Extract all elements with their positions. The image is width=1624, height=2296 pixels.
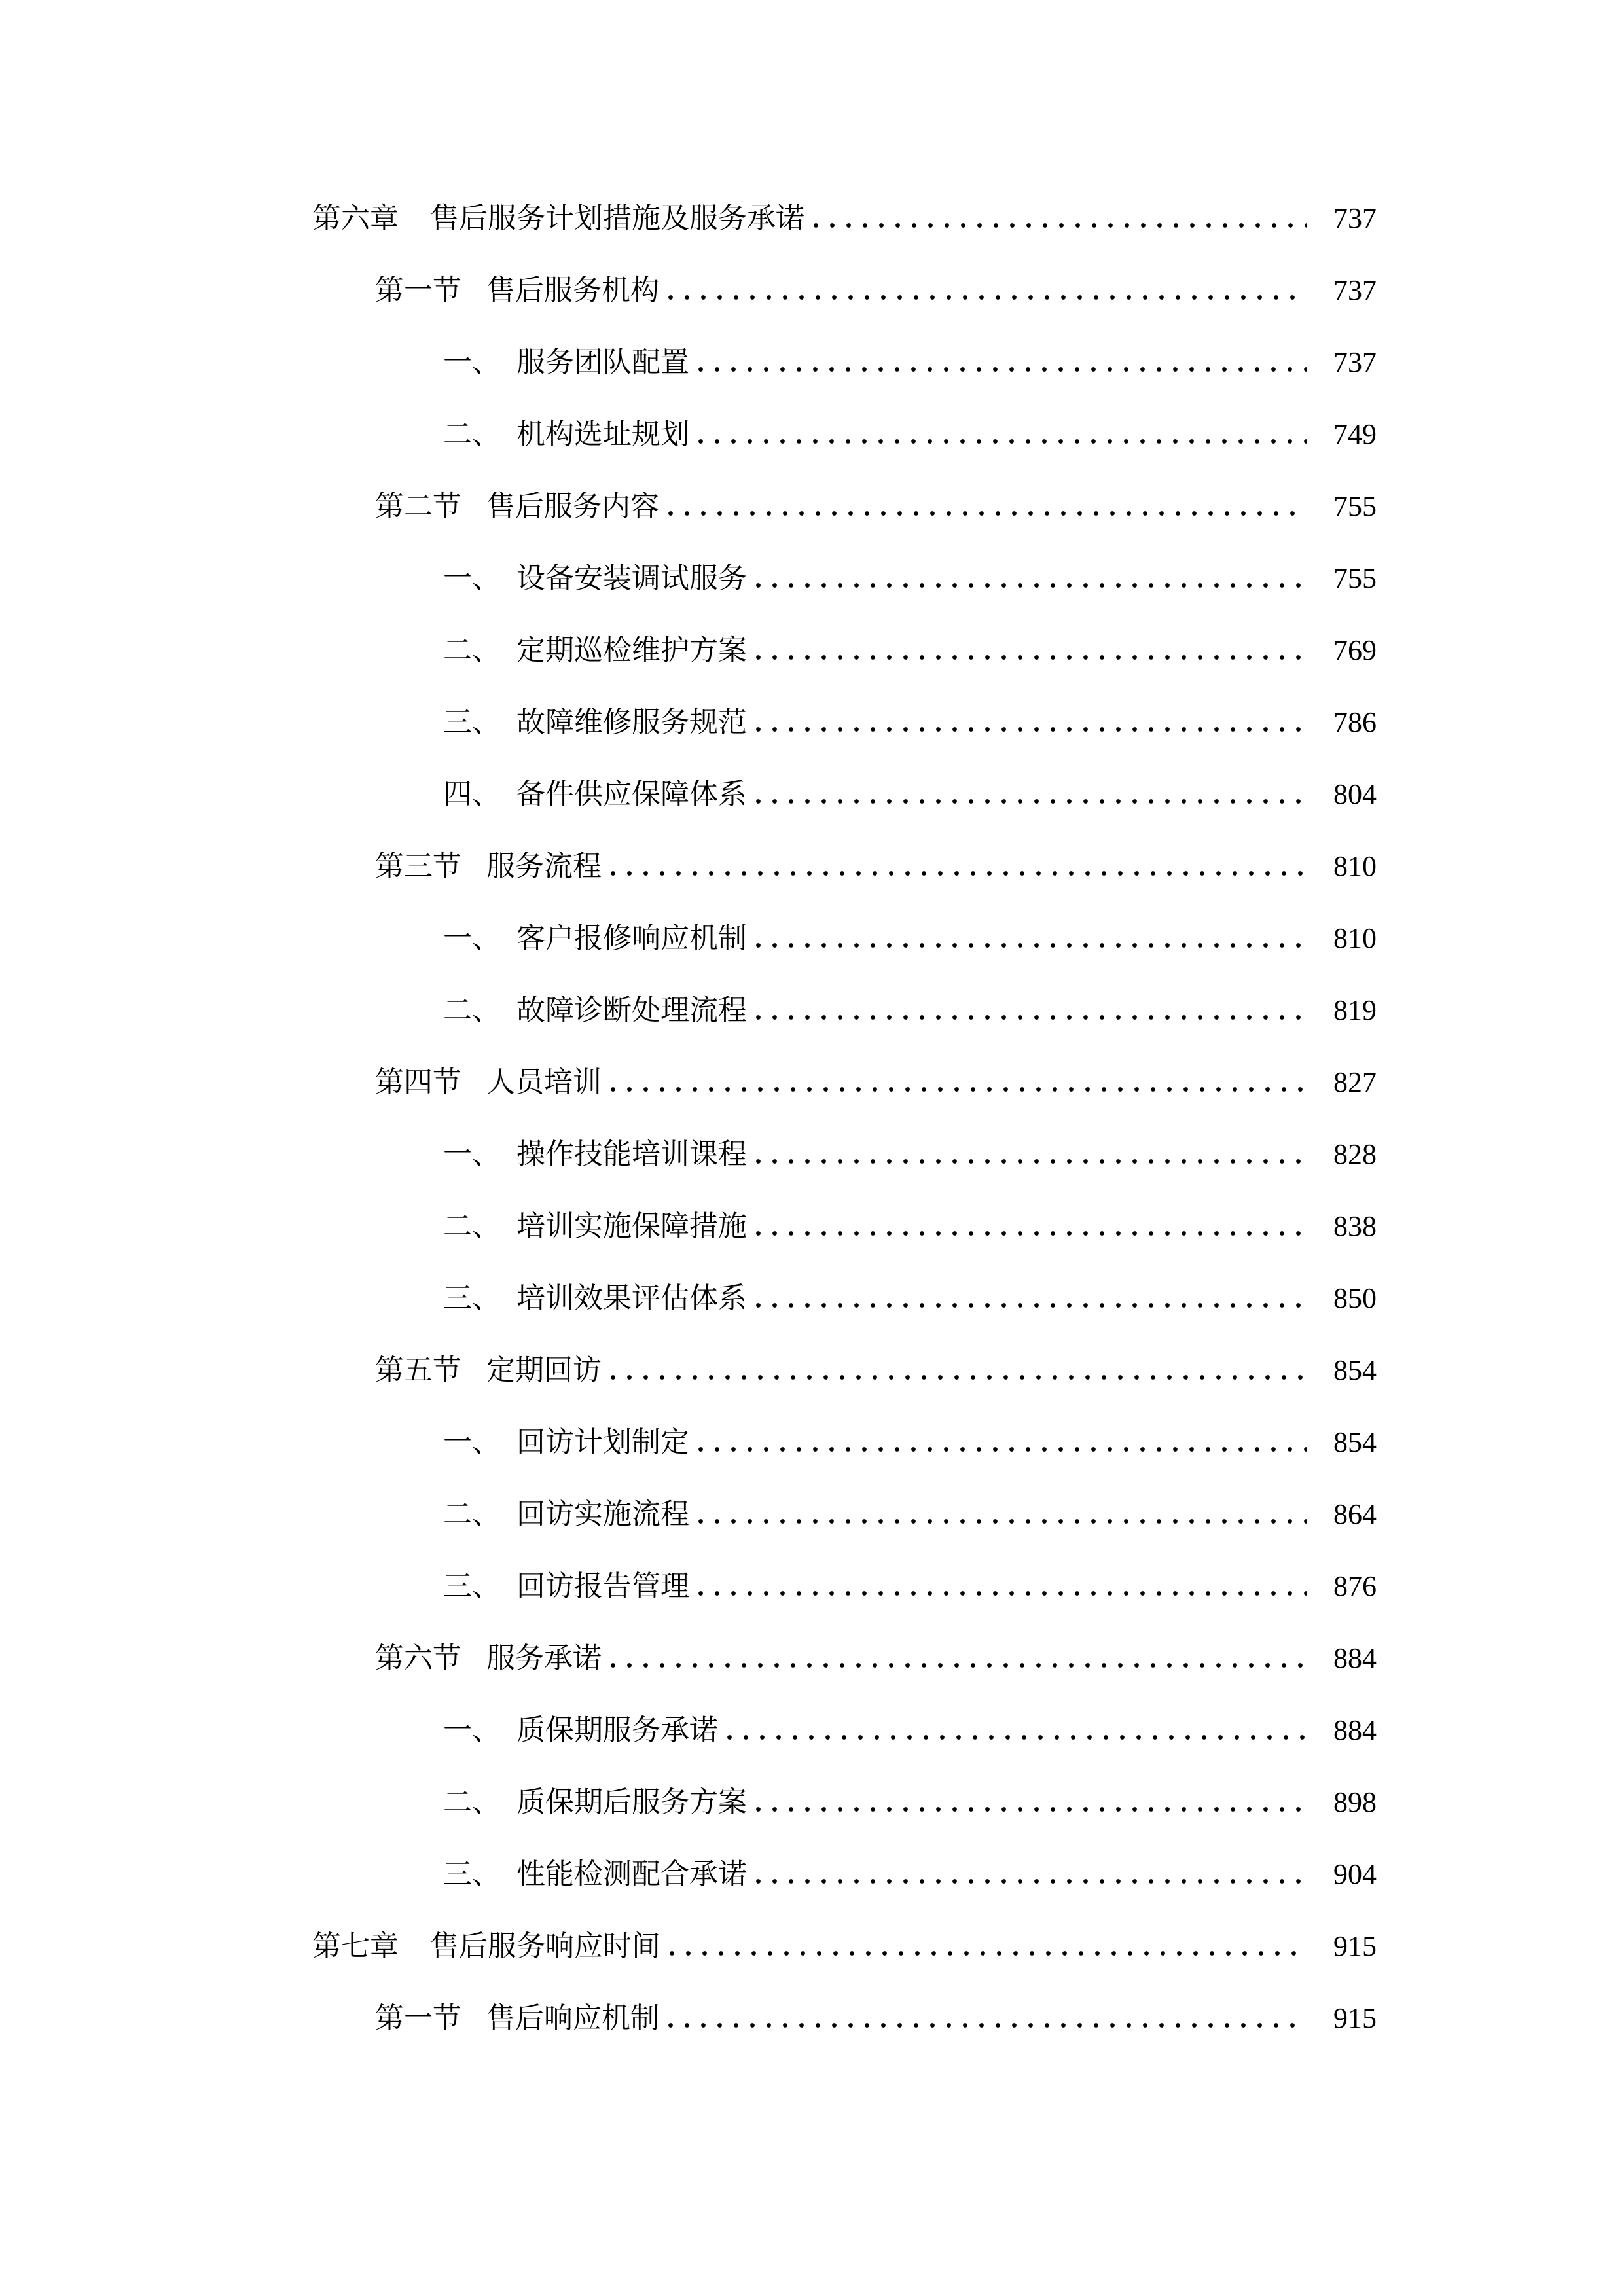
- toc-entry-link[interactable]: [443, 1406, 1377, 1478]
- toc-entry-page-number: 737: [1333, 202, 1377, 234]
- toc-entry-title: 服务承诺: [486, 1642, 602, 1674]
- toc-entry-label: 二、: [443, 1786, 501, 1818]
- toc-entry-title: 故障诊断处理流程: [516, 994, 747, 1026]
- toc-entry-label: 一、: [443, 1426, 501, 1458]
- toc-entry-link[interactable]: [443, 902, 1377, 974]
- toc-entry-link[interactable]: [443, 542, 1377, 614]
- toc-entry-page-number: 915: [1333, 2002, 1377, 2034]
- toc-entry-label: 二、: [443, 634, 501, 666]
- toc-entry-label: 第四节: [375, 1066, 461, 1098]
- toc-entry-link[interactable]: [443, 758, 1377, 830]
- dot-leader: [670, 1950, 1307, 1956]
- dot-leader: [698, 366, 1307, 372]
- toc-entry-label: 二、: [443, 1498, 501, 1530]
- toc-entry-page-number: 864: [1333, 1498, 1377, 1530]
- toc-entry-link[interactable]: [443, 1838, 1377, 1910]
- toc-entry-link[interactable]: [375, 1982, 1377, 2054]
- toc-entry-label: 第二节: [375, 490, 461, 522]
- toc-entry-link[interactable]: [443, 326, 1377, 398]
- toc-entry-page-number: 769: [1333, 634, 1377, 666]
- dot-leader: [756, 798, 1307, 804]
- toc-entry-page-number: 810: [1333, 850, 1377, 882]
- toc-entry-link[interactable]: [443, 1118, 1377, 1190]
- dot-leader: [756, 1230, 1307, 1236]
- toc-entry-page-number: 884: [1333, 1642, 1377, 1674]
- toc-entry-label: 第一节: [375, 2002, 461, 2034]
- toc-entry-title: 故障维修服务规范: [516, 706, 747, 738]
- toc-entry-label: 一、: [443, 1138, 501, 1170]
- toc-entry-page-number: 749: [1333, 418, 1377, 450]
- toc-entry-page-number: 854: [1333, 1426, 1377, 1458]
- toc-entry-title: 操作技能培训课程: [516, 1138, 747, 1170]
- toc-entry-label: 第三节: [375, 850, 461, 882]
- toc-entry-page-number: 915: [1333, 1930, 1377, 1962]
- toc-entry-title: 定期巡检维护方案: [516, 634, 747, 666]
- toc-entry-title: 设备安装调试服务: [516, 562, 747, 594]
- toc-entry-link[interactable]: [443, 398, 1377, 470]
- toc-entry-link[interactable]: [443, 1694, 1377, 1766]
- toc-entry-title: 售后服务机构: [486, 274, 659, 306]
- dot-leader: [611, 870, 1307, 876]
- dot-leader: [698, 438, 1307, 444]
- toc-entry-link[interactable]: [443, 1262, 1377, 1334]
- toc-entry-label: 三、: [443, 1858, 501, 1890]
- toc-entry-page-number: 810: [1333, 922, 1377, 954]
- toc-entry-label: 第六章: [312, 202, 399, 234]
- toc-entry-title: 机构选址规划: [516, 418, 689, 450]
- toc-entry-title: 售后服务内容: [486, 490, 659, 522]
- toc-entry-link[interactable]: [312, 182, 1377, 254]
- dot-leader: [756, 654, 1307, 660]
- dot-leader: [611, 1086, 1307, 1092]
- toc-entry-title: 售后服务计划措施及服务承诺: [430, 202, 804, 234]
- toc-entry-label: 第一节: [375, 274, 461, 306]
- dot-leader: [611, 1662, 1307, 1668]
- toc-entry-page-number: 755: [1333, 490, 1377, 522]
- toc-entry-label: 三、: [443, 1282, 501, 1314]
- toc-entry-title: 回访报告管理: [516, 1570, 689, 1602]
- toc-entry-label: 第七章: [312, 1930, 399, 1962]
- toc-entry-page-number: 755: [1333, 562, 1377, 594]
- toc-entry-link[interactable]: [443, 1478, 1377, 1550]
- toc-entry-label: 一、: [443, 922, 501, 954]
- toc-entry-title: 回访计划制定: [516, 1426, 689, 1458]
- toc-entry-label: 第六节: [375, 1642, 461, 1674]
- dot-leader: [668, 294, 1307, 300]
- toc-entry-title: 售后响应机制: [486, 2002, 659, 2034]
- toc-entry-page-number: 819: [1333, 994, 1377, 1026]
- dot-leader: [698, 1446, 1307, 1452]
- toc-entry-title: 售后服务响应时间: [430, 1930, 660, 1962]
- dot-leader: [756, 1878, 1307, 1884]
- toc-entry-label: 三、: [443, 1570, 501, 1602]
- dot-leader: [698, 1590, 1307, 1596]
- toc-entry-page-number: 850: [1333, 1282, 1377, 1314]
- toc-entry-page-number: 827: [1333, 1066, 1377, 1098]
- toc-entry-page-number: 828: [1333, 1138, 1377, 1170]
- toc-entry-label: 一、: [443, 562, 501, 594]
- toc-entry-page-number: 838: [1333, 1210, 1377, 1242]
- toc-entry-link[interactable]: [375, 1046, 1377, 1118]
- toc-entry-title: 备件供应保障体系: [516, 778, 747, 810]
- toc-entry-link[interactable]: [443, 614, 1377, 686]
- toc-entry-page-number: 786: [1333, 706, 1377, 738]
- toc-entry-label: 三、: [443, 706, 501, 738]
- toc-entry-link[interactable]: [443, 1766, 1377, 1838]
- toc-entry-link[interactable]: [312, 1910, 1377, 1982]
- toc-entry-title: 人员培训: [486, 1066, 602, 1098]
- toc-entry-label: 一、: [443, 1714, 501, 1746]
- dot-leader: [756, 1302, 1307, 1308]
- toc-entry-page-number: 898: [1333, 1786, 1377, 1818]
- toc-entry-page-number: 737: [1333, 274, 1377, 306]
- dot-leader: [756, 1806, 1307, 1812]
- toc-entry-title: 培训效果评估体系: [516, 1282, 747, 1314]
- dot-leader: [727, 1734, 1307, 1740]
- dot-leader: [814, 222, 1307, 228]
- dot-leader: [756, 726, 1307, 732]
- toc-entry-link[interactable]: [443, 1550, 1377, 1622]
- toc-entry-label: 一、: [443, 346, 501, 378]
- toc-entry-title: 培训实施保障措施: [516, 1210, 747, 1242]
- toc-entry-title: 回访实施流程: [516, 1498, 689, 1530]
- toc-entry-title: 性能检测配合承诺: [516, 1858, 747, 1890]
- toc-entry-label: 四、: [443, 778, 501, 810]
- toc-entry-link[interactable]: [375, 254, 1377, 326]
- toc-entry-label: 二、: [443, 994, 501, 1026]
- dot-leader: [668, 510, 1307, 516]
- toc-entry-page-number: 876: [1333, 1570, 1377, 1602]
- toc-entry-link[interactable]: [443, 1190, 1377, 1262]
- toc-entry-link[interactable]: [375, 1334, 1377, 1406]
- toc-entry-page-number: 904: [1333, 1858, 1377, 1890]
- toc-entry-page-number: 854: [1333, 1354, 1377, 1386]
- toc-entry-page-number: 737: [1333, 346, 1377, 378]
- dot-leader: [756, 942, 1307, 948]
- toc-entry-link[interactable]: [443, 974, 1377, 1046]
- toc-entry-title: 质保期后服务方案: [516, 1786, 747, 1818]
- toc-entry-label: 二、: [443, 418, 501, 450]
- toc-entry-label: 第五节: [375, 1354, 461, 1386]
- dot-leader: [756, 1158, 1307, 1164]
- toc-entry-title: 客户报修响应机制: [516, 922, 747, 954]
- toc-entry-title: 服务团队配置: [516, 346, 689, 378]
- toc-entry-label: 二、: [443, 1210, 501, 1242]
- dot-leader: [668, 2022, 1307, 2028]
- toc-entry-title: 定期回访: [486, 1354, 602, 1386]
- dot-leader: [756, 1014, 1307, 1020]
- toc-entry-link[interactable]: [375, 830, 1377, 902]
- toc-entry-page-number: 884: [1333, 1714, 1377, 1746]
- toc-entry-page-number: 804: [1333, 778, 1377, 810]
- toc-entry-link[interactable]: [375, 470, 1377, 542]
- toc-entry-title: 质保期服务承诺: [516, 1714, 718, 1746]
- dot-leader: [756, 582, 1307, 588]
- toc-entry-link[interactable]: [375, 1622, 1377, 1694]
- dot-leader: [698, 1518, 1307, 1524]
- toc-entry-title: 服务流程: [486, 850, 602, 882]
- dot-leader: [611, 1374, 1307, 1380]
- toc-entry-link[interactable]: [443, 686, 1377, 758]
